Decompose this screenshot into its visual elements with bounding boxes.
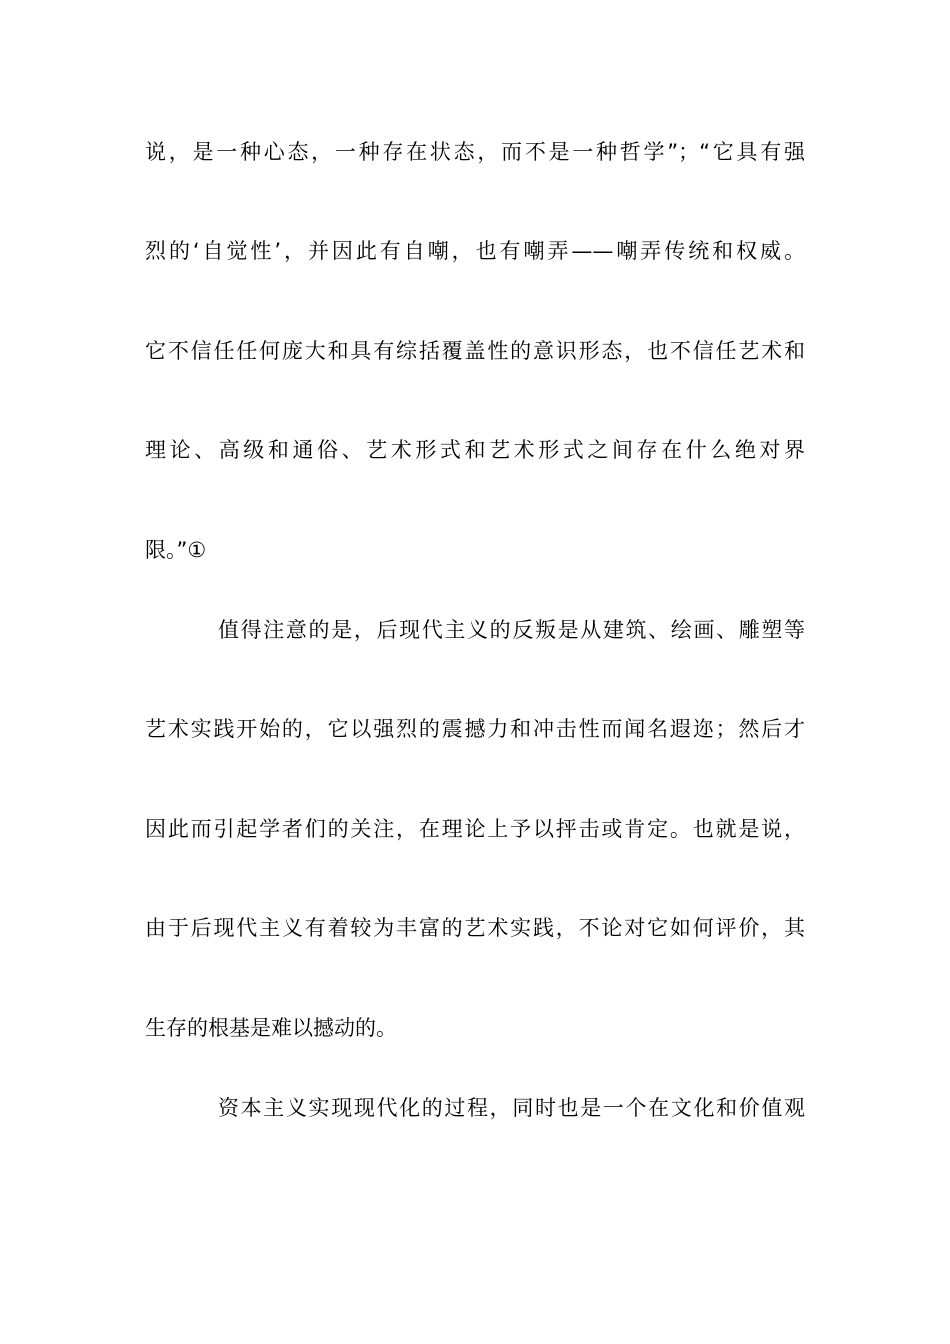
text-line: 说，是一种心态，一种存在状态，而不是一种哲学”；“它具有强 [145, 140, 805, 164]
text-line: 生存的根基是难以撼动的。 [145, 1016, 397, 1040]
text-line: 理论、高级和通俗、艺术形式和艺术形式之间存在什么绝对界 [145, 438, 805, 462]
text-line: 限。”① [145, 538, 207, 562]
paragraph-first-line: 资本主义实现现代化的过程，同时也是一个在文化和价值观 [218, 1096, 805, 1120]
text-line: 它不信任任何庞大和具有综括覆盖性的意识形态，也不信任艺术和 [145, 339, 805, 363]
text-line: 由于后现代主义有着较为丰富的艺术实践，不论对它如何评价，其 [145, 916, 805, 940]
paragraph-first-line: 值得注意的是，后现代主义的反叛是从建筑、绘画、雕塑等 [218, 618, 805, 642]
text-line: 艺术实践开始的，它以强烈的震撼力和冲击性而闻名遐迩；然后才 [145, 717, 805, 741]
text-line: 烈的‘自觉性’，并因此有自嘲，也有嘲弄——嘲弄传统和权威。 [145, 239, 805, 263]
text-line: 因此而引起学者们的关注，在理论上予以抨击或肯定。也就是说， [145, 817, 805, 841]
